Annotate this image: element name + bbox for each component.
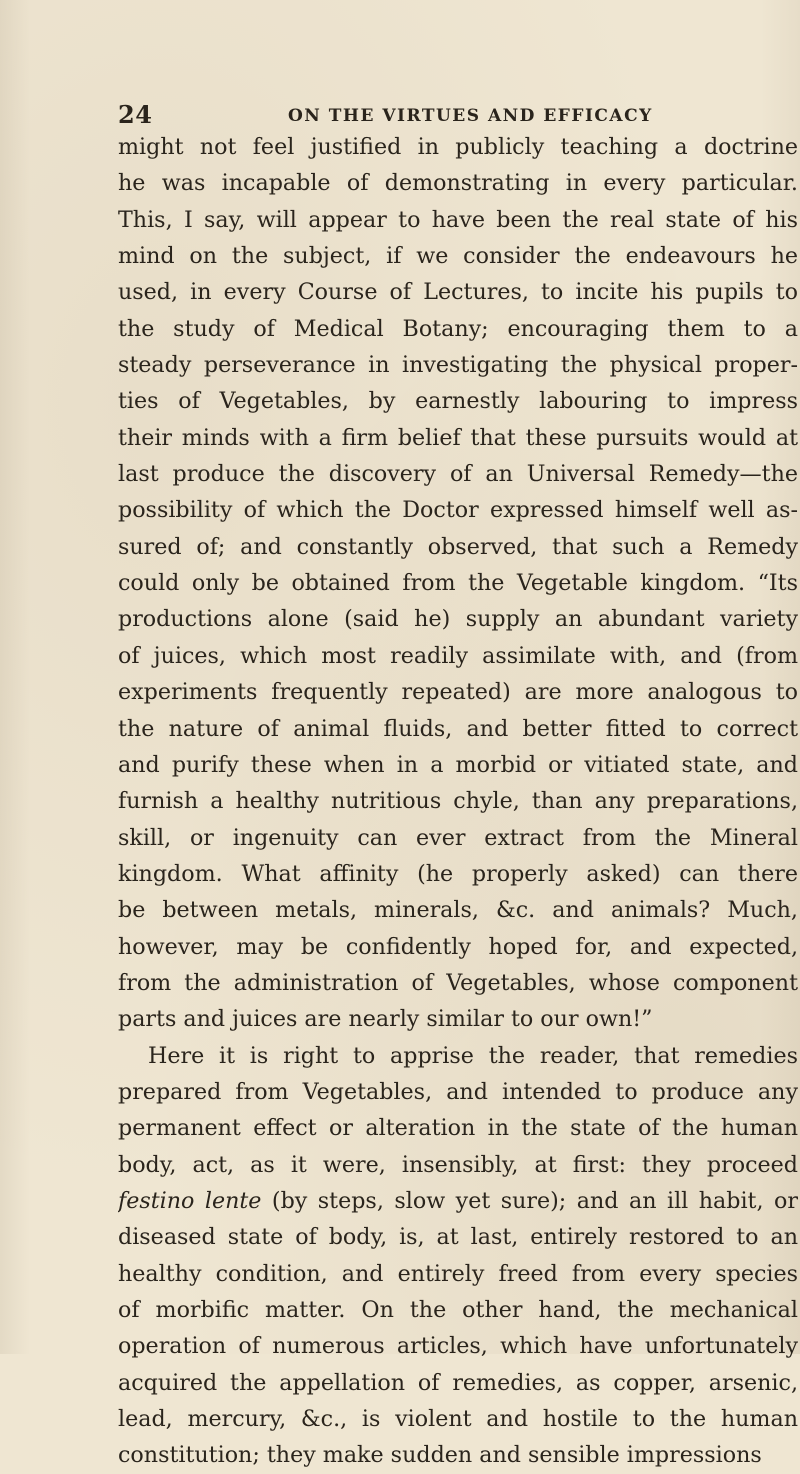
text-line: possibility of which the Doctor expressed himself well as- xyxy=(118,497,798,524)
text-line: productions alone (said he) supply an abundant variety xyxy=(118,606,798,633)
text-line: and purify these when in a morbid or vitiated state, and xyxy=(118,751,798,778)
text-line: however, may be confidently hoped for, and expected, xyxy=(118,933,798,960)
text-line: parts and juices are nearly similar to our own!” xyxy=(118,1006,653,1033)
text-line: sured of; and constantly observed, that such a Remedy xyxy=(118,533,798,560)
text-line: healthy condition, and entirely freed from every species xyxy=(118,1260,798,1287)
text-line: This, I say, will appear to have been the real state of his xyxy=(118,206,798,233)
text-line: ties of Vegetables, by earnestly labouring to impress xyxy=(118,388,798,415)
page-number: 24 xyxy=(118,100,153,129)
text-line: lead, mercury, &c., is violent and hostile to the human xyxy=(118,1406,798,1433)
text-line: of morbific matter. On the other hand, the mechanical xyxy=(118,1297,798,1323)
text-line: kingdom. What affinity (he properly asked) can there xyxy=(118,860,798,887)
text-line: constitution; they make sudden and sensible impressions xyxy=(118,1442,762,1469)
text-line-rest: (by steps, slow yet sure); and an ill habit, or xyxy=(271,1187,798,1214)
text-line: steady perseverance in investigating the physical proper- xyxy=(118,352,798,379)
running-head: ON THE VIRTUES AND EFFICACY xyxy=(288,106,653,126)
text-line: acquired the appellation of remedies, as copper, arsenic, xyxy=(118,1369,798,1396)
text-line: Here it is right to apprise the reader, that remedies xyxy=(148,1042,798,1069)
text-line: could only be obtained from the Vegetable kingdom. “Its xyxy=(118,570,798,597)
text-line: furnish a healthy nutritious chyle, than any preparations, xyxy=(118,788,798,815)
text-line: skill, or ingenuity can ever extract from the Mineral xyxy=(118,824,798,851)
text-line: last produce the discovery of an Universal Remedy—the xyxy=(118,461,798,488)
text-line: diseased state of body, is, at last, entirely restored to an xyxy=(118,1224,798,1251)
text-line: prepared from Vegetables, and intended to produce any xyxy=(118,1078,798,1105)
text-line: used, in every Course of Lectures, to incite his pupils to xyxy=(118,279,798,306)
body-text xyxy=(118,129,798,1474)
text-line: experiments frequently repeated) are more analogous to xyxy=(118,679,798,706)
text-line: be between metals, minerals, &c. and animals? Much, xyxy=(118,897,798,924)
text-line: he was incapable of demonstrating in every particular. xyxy=(118,170,798,197)
text-line: from the administration of Vegetables, whose component xyxy=(118,969,798,996)
italic-phrase: festino lente xyxy=(118,1187,262,1214)
text-line: operation of numerous articles, which have unfortunately xyxy=(118,1333,798,1360)
text-line: the nature of animal fluids, and better fitted to correct xyxy=(118,715,798,742)
text-line: mind on the subject, if we consider the endeavours he xyxy=(118,243,798,270)
text-line: of juices, which most readily assimilate with, and (from xyxy=(118,642,798,669)
text-line: body, act, as it were, insensibly, at first: they proceed xyxy=(118,1151,798,1178)
text-line: their minds with a firm belief that these pursuits would at xyxy=(118,424,798,451)
text-line-with-italic xyxy=(118,1183,798,1219)
text-line: permanent effect or alteration in the state of the human xyxy=(118,1115,798,1142)
text-line: might not feel justified in publicly teaching a doctrine xyxy=(118,134,798,160)
text-line: the study of Medical Botany; encouraging them to a xyxy=(118,315,798,342)
